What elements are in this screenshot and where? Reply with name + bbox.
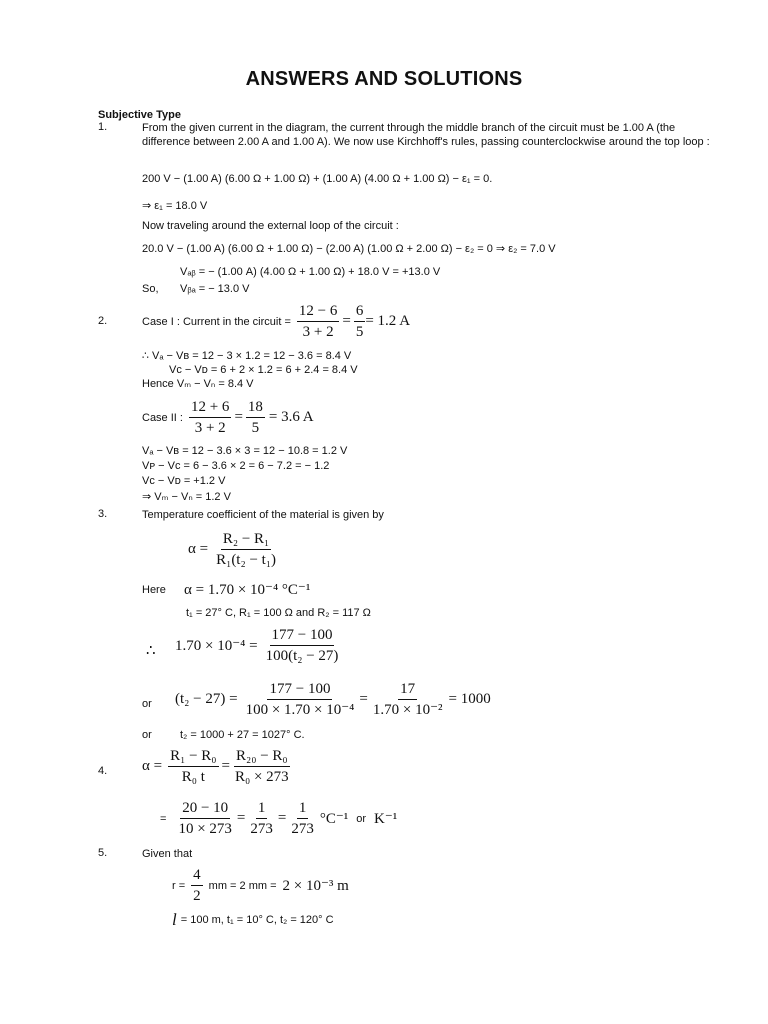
q3-therefore: ∴: [146, 643, 156, 659]
numerator: 12 + 6: [189, 398, 231, 418]
q1-vab-equation: Vₐᵦ = − (1.00 A) (4.00 Ω + 1.00 Ω) + 18.0 V = +13.0 V: [180, 266, 441, 278]
question-1-number: 1.: [98, 121, 108, 133]
q3-step-1: [175, 626, 340, 665]
denominator: R₁(t₂ − t₁): [216, 552, 277, 568]
q3-here-label: Here: [142, 584, 166, 596]
q1-emf1-result: ⇒ ε₁ = 18.0 V: [142, 200, 208, 212]
q4-fraction-1: [168, 747, 218, 786]
numerator: 4: [191, 866, 203, 886]
numerator: 12 − 6: [297, 302, 339, 322]
question-3-number: 3.: [98, 508, 108, 520]
numerator: 177 − 100: [267, 680, 332, 700]
denominator: R₀ × 273: [234, 769, 289, 785]
q4-formula: [142, 747, 291, 786]
q3-here-value: α = 1.70 × 10⁻⁴ °C⁻¹: [184, 582, 311, 598]
q4-unit-celsius: °C⁻¹: [319, 811, 349, 827]
q3-step1-fraction: [264, 626, 341, 665]
q3-alpha-fraction: [214, 530, 278, 569]
denominator: 100 × 1.70 × 10⁻⁴: [245, 702, 355, 718]
q5-length-symbol: l: [172, 910, 177, 929]
q4-evaluation: [160, 799, 397, 838]
q4-fraction-2: [233, 747, 291, 786]
q5-r-fraction: [191, 866, 203, 905]
question-2-number: 2.: [98, 315, 108, 327]
q1-external-loop-equation: 20.0 V − (1.00 A) (6.00 Ω + 1.00 Ω) − (2.00 A) (1.00 Ω + 2.00 Ω) − ε₂ = 0 ⇒ ε₂ = 7.0 V: [142, 243, 556, 255]
question-1-text: From the given current in the diagram, the current through the middle branch of the circuit must be 1.00 A (the difference between 2.00 A and 1.00 A). We now use Kirchhoff's rules, passing counterclockwise around the top loop :: [142, 122, 710, 148]
numerator: R₁ − R₀: [168, 747, 218, 767]
q5-given-values: = 100 m, t₁ = 10° C, t₂ = 120° C: [180, 914, 334, 926]
q2-line-1: ∴ Vₐ − Vʙ = 12 − 3 × 1.2 = 12 − 3.6 = 8.4 V: [142, 350, 352, 362]
q2-case2-fraction-2: [246, 398, 265, 437]
question-4-number: 4.: [98, 765, 108, 777]
numerator: 1: [256, 799, 268, 819]
numerator: R₂ − R₁: [221, 530, 271, 550]
denominator: 100(t₂ − 27): [265, 648, 339, 664]
page-title: ANSWERS AND SOLUTIONS: [245, 68, 523, 90]
q2-line-6: Vᴄ − Vᴅ = +1.2 V: [142, 475, 226, 487]
q2-case1-fraction-1: [297, 302, 339, 341]
q2-line-3: Hence Vₘ − Vₙ = 8.4 V: [142, 378, 254, 390]
q2-case2-result: = 3.6 A: [268, 409, 314, 425]
q2-line-7: ⇒ Vₘ − Vₙ = 1.2 V: [142, 491, 231, 503]
denominator: 5: [251, 420, 260, 436]
q4-eq-sign: =: [160, 812, 167, 825]
equals-sign: =: [277, 810, 287, 826]
q2-case1-result: = 1.2 A: [365, 313, 411, 329]
q5-r-rest: mm = 2 mm =: [208, 879, 277, 892]
q2-case1-line: [142, 302, 410, 341]
q2-case2-fraction-1: [189, 398, 231, 437]
q3-or-2: or: [142, 729, 152, 741]
denominator: 273: [250, 821, 273, 837]
q4-lhs: α =: [142, 758, 163, 774]
numerator: 20 − 10: [180, 799, 230, 819]
q1-so-label: So,: [142, 283, 159, 295]
q3-step1-lhs: 1.70 × 10⁻⁴ =: [175, 638, 258, 654]
equals-sign: =: [234, 409, 243, 425]
q4-eval-fraction-2: [248, 799, 275, 838]
numerator: 18: [246, 398, 265, 418]
q2-line-4: Vₐ − Vʙ = 12 − 3.6 × 3 = 12 − 10.8 = 1.2 V: [142, 445, 348, 457]
q2-line-2: Vᴄ − Vᴅ = 6 + 2 × 1.2 = 6 + 2.4 = 8.4 V: [169, 364, 358, 376]
question-5-text: Given that: [142, 848, 193, 860]
section-heading: Subjective Type: [98, 109, 181, 121]
q3-given-values: t₁ = 27° C, R₁ = 100 Ω and R₂ = 117 Ω: [186, 607, 371, 619]
q5-given-line: [172, 910, 334, 930]
equals-sign: =: [236, 810, 246, 826]
numerator: 1: [297, 799, 309, 819]
q3-step2-fraction-1: [244, 680, 357, 719]
q3-step-2: [175, 680, 491, 719]
denominator: 2: [193, 888, 201, 904]
q1-loop-equation: 200 V − (1.00 A) (6.00 Ω + 1.00 Ω) + (1.00 A) (4.00 Ω + 1.00 Ω) − ε₁ = 0.: [142, 173, 493, 185]
numerator: R₂₀ − R₀: [234, 747, 290, 767]
denominator: 5: [355, 324, 364, 340]
q2-case1-fraction-2: [354, 302, 366, 341]
denominator: 3 + 2: [194, 420, 226, 436]
q2-case2-line: [142, 398, 314, 437]
q3-step-3: t₂ = 1000 + 27 = 1027° C.: [180, 729, 305, 741]
q1-text-2: Now traveling around the external loop of the circuit :: [142, 220, 399, 232]
q4-unit-kelvin: K⁻¹: [374, 811, 398, 827]
denominator: 10 × 273: [178, 821, 232, 837]
numerator: 177 − 100: [270, 626, 335, 646]
numerator: 6: [354, 302, 366, 322]
question-5-number: 5.: [98, 847, 108, 859]
equals-sign: =: [359, 691, 368, 707]
q3-step2-fraction-2: [371, 680, 445, 719]
q1-vba-result: Vᵦₐ = − 13.0 V: [180, 283, 250, 295]
denominator: 1.70 × 10⁻²: [372, 702, 443, 718]
equals-sign: =: [221, 758, 230, 774]
equals-sign: =: [342, 313, 351, 329]
q2-case2-label: Case II :: [142, 411, 183, 424]
q3-step2-lhs: (t₂ − 27) =: [175, 691, 238, 707]
question-3-text: Temperature coefficient of the material is given by: [142, 509, 384, 521]
q4-eval-fraction-3: [289, 799, 316, 838]
q5-r-label: r =: [172, 879, 186, 892]
q5-radius-line: [172, 866, 349, 905]
q3-alpha-lhs: α =: [188, 541, 209, 557]
q4-eval-fraction-1: [176, 799, 233, 838]
q3-step2-result: = 1000: [448, 691, 491, 707]
numerator: 17: [398, 680, 417, 700]
q3-alpha-formula: [188, 530, 278, 569]
q3-or-1: or: [142, 698, 152, 710]
denominator: 273: [291, 821, 314, 837]
q5-r-value: 2 × 10⁻³ m: [282, 878, 349, 894]
q2-case1-label: Case I : Current in the circuit =: [142, 315, 291, 328]
denominator: R₀ t: [181, 769, 205, 785]
q4-or-label: or: [356, 812, 367, 825]
denominator: 3 + 2: [302, 324, 334, 340]
q2-line-5: Vᴘ − Vᴄ = 6 − 3.6 × 2 = 6 − 7.2 = − 1.2: [142, 460, 330, 472]
